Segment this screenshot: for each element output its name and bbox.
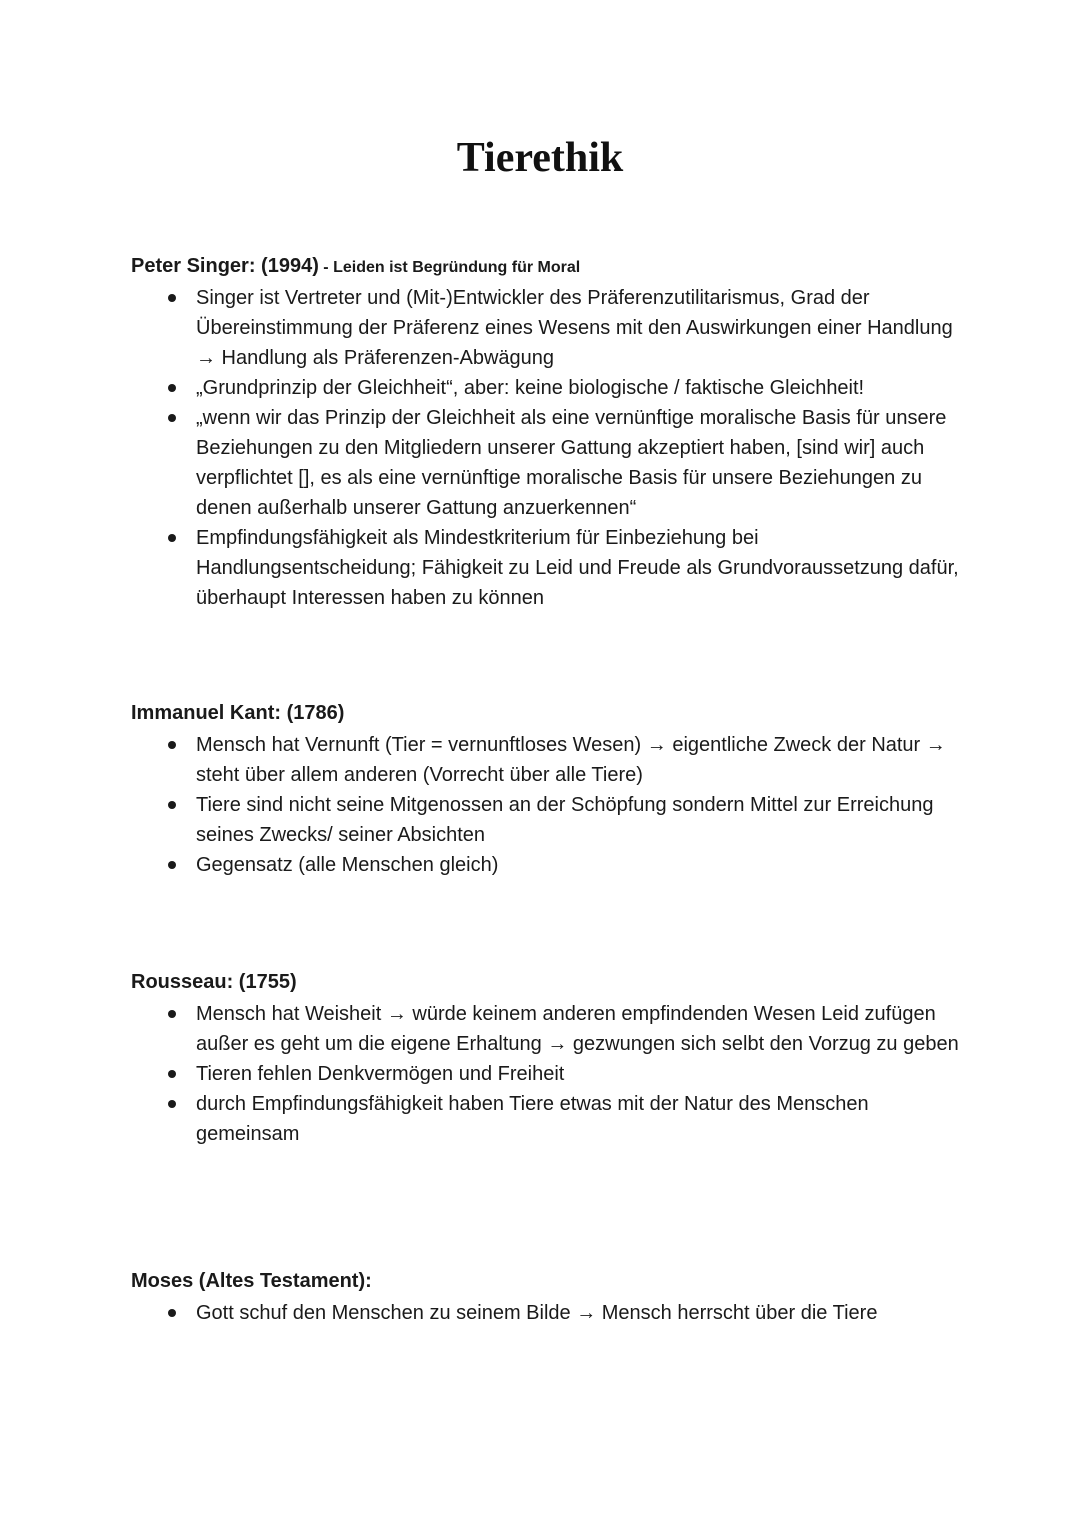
bullet-icon: [168, 861, 176, 869]
bullet-text: „Grundprinzip der Gleichheit“, aber: keine biologische / faktische Gleichheit!: [196, 377, 865, 399]
section-heading: [131, 698, 961, 730]
section-heading: [131, 1266, 961, 1298]
section-moses: [131, 1266, 961, 1328]
bullet-text: Mensch hat Weisheit → würde keinem anderen empfindenden Wesen Leid zufügen außer es geht um die eigene Erhaltung → gezwungen sich selbt den Vorzug zu geben: [196, 1003, 959, 1055]
bullet-icon: [168, 414, 176, 422]
bullet-item: [131, 523, 961, 613]
bullet-icon: [168, 294, 176, 302]
bullet-icon: [168, 1010, 176, 1018]
heading-text: Immanuel Kant: (1786): [131, 702, 345, 724]
bullet-text: Singer ist Vertreter und (Mit-)Entwickler des Präferenzutilitarismus, Grad der Übereinstimmung der Präferenz eines Wesens mit den Auswirkungen einer Handlung → Handlung als Präferenzen-Abwägung: [196, 287, 953, 369]
bullet-icon: [168, 1070, 176, 1078]
bullet-icon: [168, 741, 176, 749]
bullet-icon: [168, 384, 176, 392]
bullet-list: [131, 999, 961, 1149]
section-heading: [131, 967, 961, 999]
bullet-item: [131, 850, 961, 880]
bullet-text: Gegensatz (alle Menschen gleich): [196, 854, 499, 876]
bullet-icon: [168, 534, 176, 542]
bullet-text: Empfindungsfähigkeit als Mindestkriterium für Einbeziehung bei Handlungsentscheidung; Fähigkeit zu Leid und Freude als Grundvoraussetzung dafür, überhaupt Interessen haben zu können: [196, 527, 959, 609]
bullet-text: Mensch hat Vernunft (Tier = vernunftloses Wesen) → eigentliche Zweck der Natur → steht über allem anderen (Vorrecht über alle Tiere): [196, 734, 946, 786]
bullet-item: [131, 1089, 961, 1149]
heading-text: Moses (Altes Testament):: [131, 1270, 372, 1292]
document-title: Tierethik: [456, 135, 624, 181]
section-heading: [131, 251, 961, 283]
bullet-item: [131, 283, 961, 373]
bullet-list: [131, 730, 961, 880]
bullet-item: [131, 730, 961, 790]
bullet-text: „wenn wir das Prinzip der Gleichheit als eine vernünftige moralische Basis für unsere Beziehungen zu den Mitgliedern unserer Gattung akzeptiert haben, [sind wir] auch verpflichtet [], es als eine vernünftige moralische Basis für unsere Beziehungen zu denen außerhalb unserer Gattung anzuerkennen“: [196, 407, 947, 519]
section-immanuel-kant: [131, 698, 961, 880]
bullet-list: [131, 1298, 961, 1328]
bullet-item: [131, 1059, 961, 1089]
bullet-item: [131, 790, 961, 850]
section-rousseau: [131, 967, 961, 1149]
bullet-icon: [168, 1309, 176, 1317]
section-peter-singer: [131, 251, 961, 613]
heading-subtitle: - Leiden ist Begründung für Moral: [318, 259, 581, 276]
bullet-icon: [168, 1100, 176, 1108]
bullet-list: [131, 283, 961, 613]
bullet-icon: [168, 801, 176, 809]
heading-text: Peter Singer: (1994): [131, 255, 319, 277]
bullet-text: durch Empfindungsfähigkeit haben Tiere etwas mit der Natur des Menschen gemeinsam: [196, 1093, 869, 1145]
bullet-item: [131, 373, 961, 403]
bullet-text: Gott schuf den Menschen zu seinem Bilde → Mensch herrscht über die Tiere: [196, 1302, 878, 1324]
bullet-item: [131, 999, 961, 1059]
bullet-item: [131, 1298, 961, 1328]
bullet-text: Tiere sind nicht seine Mitgenossen an der Schöpfung sondern Mittel zur Erreichung seines Zwecks/ seiner Absichten: [196, 794, 934, 846]
bullet-text: Tieren fehlen Denkvermögen und Freiheit: [196, 1063, 565, 1085]
bullet-item: [131, 403, 961, 523]
heading-text: Rousseau: (1755): [131, 971, 297, 993]
